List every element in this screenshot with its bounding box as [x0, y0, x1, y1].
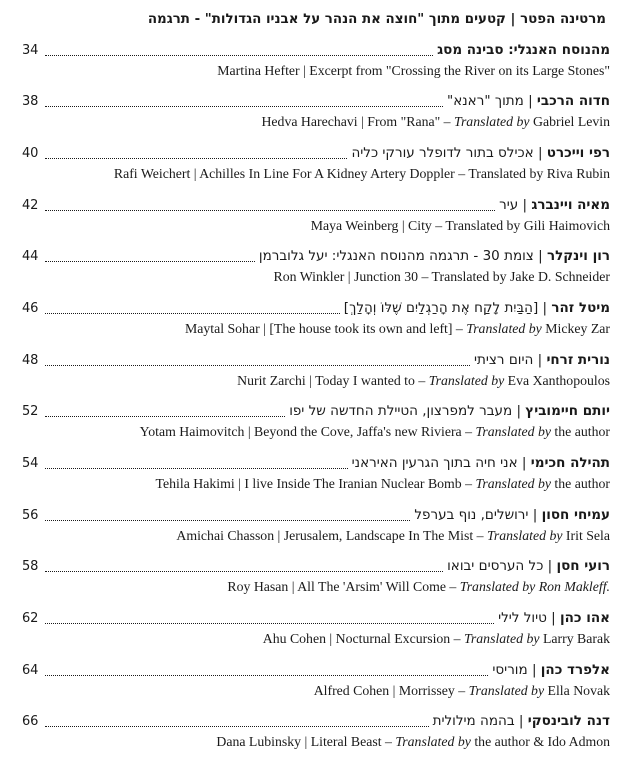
hebrew-author: נורית זרחי [546, 352, 610, 368]
english-line [156, 476, 610, 492]
toc-entry [22, 40, 610, 90]
hebrew-title [437, 42, 610, 58]
hebrew-title [447, 558, 610, 574]
english-line [216, 734, 610, 750]
english-title: Alfred Cohen | Morrissey – [313, 683, 469, 698]
page-number: 42 [22, 198, 39, 213]
hebrew-line [22, 40, 610, 62]
english-title: Ron Winkler | Junction 30 – Translated by Jake D. Schneider [273, 269, 610, 284]
hebrew-author: רועי חסן [556, 558, 610, 574]
english-title: Nurit Zarchi | Today I wanted to – [237, 373, 429, 388]
translator-name: Ella Novak [544, 683, 610, 698]
page-number: 52 [22, 404, 39, 419]
hebrew-line [22, 401, 610, 423]
toc-entry [22, 143, 610, 193]
page-number: 54 [22, 456, 39, 471]
page-number: 38 [22, 94, 39, 109]
hebrew-work-title: | ירושלים, נוף בערפל [414, 507, 542, 523]
page-number: 48 [22, 353, 39, 368]
english-title: Hedva Harechavi | From "Rana" – [261, 114, 455, 129]
page-number: 64 [22, 663, 39, 678]
english-line [227, 579, 610, 595]
toc-entry [22, 91, 610, 141]
translator-name: Eva Xanthopoulos [504, 373, 610, 388]
hebrew-author: מהנוסח האנגלי: סבינה מסג [437, 42, 610, 58]
page-number: 34 [22, 43, 39, 58]
translated-by-label: Translated by [464, 631, 540, 646]
hebrew-author: רון וינקלר [546, 248, 610, 264]
hebrew-work-title: | [הַבַּיִת לָקַח אֶת הָרַגְלַיִם שֶׁלּוֹ וְהָלַךְ] [343, 300, 552, 316]
hebrew-title [352, 455, 610, 471]
english-title: Rafi Weichert | Achilles In Line For A Kidney Artery Doppler – Translated by Riva Rubin [113, 166, 610, 181]
dot-leader [45, 623, 494, 624]
hebrew-author: מאיה ויינברג [531, 197, 610, 213]
hebrew-author: חדוה הרכבי [536, 93, 610, 109]
dot-leader [45, 571, 443, 572]
toc-entry [22, 505, 610, 555]
translator-name: Larry Barak [539, 631, 610, 646]
hebrew-title [344, 300, 610, 316]
english-line [274, 269, 611, 285]
hebrew-line [22, 505, 610, 527]
translated-by-label: Translated by [454, 114, 530, 129]
toc-entry [22, 298, 610, 348]
hebrew-line [22, 660, 610, 682]
english-line [263, 631, 610, 647]
dot-leader [45, 675, 488, 676]
dot-leader [45, 726, 429, 727]
translator-name: Irit Sela [562, 528, 610, 543]
english-title: Ahu Cohen | Nocturnal Excursion – [262, 631, 464, 646]
hebrew-line [22, 350, 610, 372]
hebrew-work-title: | מוריסי [492, 662, 541, 678]
hebrew-line [22, 453, 610, 475]
hebrew-author: תהילה חכימי [530, 455, 610, 471]
dot-leader [45, 55, 433, 56]
hebrew-author: עמיחי חסון [541, 507, 610, 523]
english-title: Roy Hasan | All The 'Arsim' Will Come – [227, 579, 460, 594]
hebrew-work-title: | עיר [499, 197, 532, 213]
hebrew-work-title: | צומת 30 - תרגמה מהנוסח האנגלי: יעל גלוברמן [258, 248, 547, 264]
hebrew-title [498, 610, 610, 626]
english-line [261, 114, 610, 130]
hebrew-line [22, 608, 610, 630]
translator-name: the author & Ido Admon [470, 734, 610, 749]
toc-entry [22, 350, 610, 400]
toc-entry [22, 608, 610, 658]
translated-by-label: Translated by [428, 373, 505, 388]
hebrew-title [499, 197, 610, 213]
english-line [314, 683, 610, 699]
english-title: Tehila Hakimi | I live Inside The Iranian Nuclear Bomb – [155, 476, 476, 491]
english-title: Amichai Chasson | Jerusalem, Landscape In The Mist – [176, 528, 487, 543]
hebrew-line [22, 556, 610, 578]
dot-leader [45, 468, 348, 469]
page-number: 56 [22, 508, 39, 523]
hebrew-work-title: | טיול לילי [498, 610, 560, 626]
dot-leader [45, 210, 495, 211]
toc-entry [22, 711, 610, 761]
hebrew-title [447, 93, 610, 109]
hebrew-work-title: | אכילס בתור לדופלר עורקי כליה [351, 145, 547, 161]
hebrew-line [22, 711, 610, 733]
english-title: Maytal Sohar | [The house took its own and left] – [184, 321, 467, 336]
hebrew-line [22, 298, 610, 320]
translator-name: Mickey Zar [541, 321, 610, 336]
page-number: 40 [22, 146, 39, 161]
hebrew-work-title: | בהמה מילולית [432, 713, 528, 729]
translated-by-label: Translated by [468, 683, 545, 698]
hebrew-author: רפי וייכרט [546, 145, 610, 161]
hebrew-title [351, 145, 610, 161]
dot-leader [45, 520, 410, 521]
hebrew-author: יותם חיימוביץ [525, 403, 610, 419]
dot-leader [45, 365, 470, 366]
translated-by-label: Translated by [395, 734, 471, 749]
hebrew-work-title: | מעבר למפרצון, הטיילת החדשה של יפו [289, 403, 526, 419]
english-title: Dana Lubinsky | Literal Beast – [216, 734, 396, 749]
english-line [311, 218, 610, 234]
english-line [176, 528, 610, 544]
dot-leader [45, 158, 347, 159]
translated-by-label: Translated by Ron Makleff. [459, 579, 610, 594]
english-line [237, 373, 610, 389]
english-line [114, 166, 610, 182]
translated-by-label: Translated by [475, 476, 551, 491]
hebrew-line [22, 91, 610, 113]
translated-by-label: Translated by [486, 528, 563, 543]
dot-leader [45, 313, 340, 314]
hebrew-line [22, 143, 610, 165]
hebrew-author: דנה לובינסקי [527, 713, 610, 729]
hebrew-author: אלפרד כהן [540, 662, 610, 678]
page-number: 62 [22, 611, 39, 626]
dot-leader [45, 106, 443, 107]
page-number: 44 [22, 249, 39, 264]
hebrew-line [22, 246, 610, 268]
translator-name: the author [550, 476, 610, 491]
hebrew-title [414, 507, 610, 523]
page-number: 58 [22, 559, 39, 574]
page-number: 46 [22, 301, 39, 316]
english-line [140, 424, 610, 440]
hebrew-title [492, 662, 610, 678]
page-number: 66 [22, 714, 39, 729]
toc-entry [22, 401, 610, 451]
hebrew-title [289, 403, 610, 419]
dot-leader [45, 261, 255, 262]
translated-by-label: Translated by [466, 321, 542, 336]
toc-entry [22, 660, 610, 710]
hebrew-work-title: | היום רציתי [474, 352, 547, 368]
dot-leader [45, 416, 285, 417]
hebrew-work-title: | מתוך "ראנא" [447, 93, 537, 109]
english-title: Yotam Haimovitch | Beyond the Cove, Jaffa's new Riviera – [139, 424, 476, 439]
toc-entry [22, 453, 610, 503]
translator-name: the author [550, 424, 610, 439]
toc-entry [22, 556, 610, 606]
hebrew-title [433, 713, 610, 729]
hebrew-work-title: | אני חיה בתוך הגרעין האיראני [351, 455, 531, 471]
hebrew-work-title: | כל הערסים יבואו [447, 558, 557, 574]
translator-name: Gabriel Levin [529, 114, 610, 129]
english-line [185, 321, 610, 337]
header-line: מרטינה הפטר | קטעים מתוך "חוצה את הנהר על אבניו הגדולות" - תרגמה [147, 12, 606, 27]
hebrew-title [474, 352, 610, 368]
english-line [217, 63, 610, 79]
hebrew-title [259, 248, 610, 264]
toc-entry [22, 246, 610, 296]
hebrew-line [22, 195, 610, 217]
hebrew-author: מיטל זהר [551, 300, 610, 316]
hebrew-author: אהו כהן [560, 610, 610, 626]
translated-by-label: Translated by [475, 424, 551, 439]
english-title: Martina Hefter | Excerpt from "Crossing the River on its Large Stones" [217, 63, 610, 78]
english-title: Maya Weinberg | City – Translated by Gili Haimovich [310, 218, 610, 233]
toc-entry [22, 195, 610, 245]
